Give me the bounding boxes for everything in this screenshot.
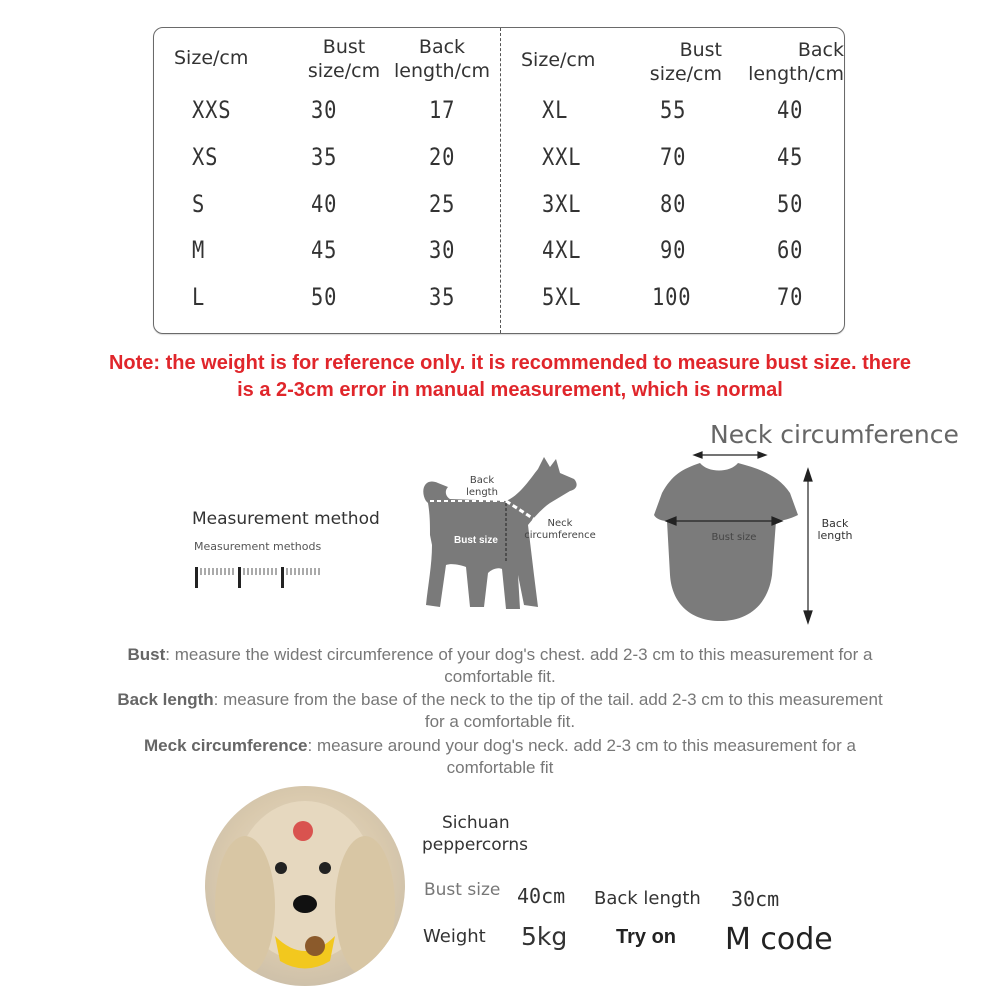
size-cell: XS — [192, 143, 219, 171]
bust-cell: 90 — [660, 236, 687, 264]
back-cell: 70 — [777, 283, 804, 311]
try-on-value: M code — [725, 922, 833, 957]
header-back-left — [387, 35, 497, 83]
table-divider — [500, 28, 501, 333]
back-cell: 25 — [429, 190, 456, 218]
header-bust-right — [632, 38, 722, 86]
bust-description — [0, 644, 1000, 688]
note-line1: Note: the weight is for reference only. it is recommended to measure bust size. there — [108, 352, 912, 374]
bust-cell: 30 — [311, 96, 338, 124]
weight-label: Weight — [423, 926, 486, 947]
dog-name-line1: Sichuan — [442, 813, 510, 833]
size-cell: 4XL — [542, 236, 582, 264]
ruler-icon — [195, 565, 325, 589]
description-term: Back length — [117, 690, 214, 709]
size-cell: XXS — [192, 96, 232, 124]
header-back-line2: length/cm — [394, 60, 490, 82]
bust-cell: 40 — [311, 190, 338, 218]
header-bust-left — [299, 35, 389, 83]
header-back-line2: length/cm — [748, 63, 844, 85]
description-text-cont: comfortable fit. — [444, 667, 556, 686]
measurement-method-title: Measurement method — [192, 509, 380, 529]
header-bust-line2: size/cm — [307, 60, 381, 82]
note-text — [20, 350, 1000, 404]
bust-cell: 55 — [660, 96, 687, 124]
neck-description — [0, 735, 1000, 779]
bust-cell: 35 — [311, 143, 338, 171]
header-size-right: Size/cm — [521, 49, 596, 71]
measurement-method-subtitle: Measurement methods — [194, 540, 322, 553]
dog-neck-label — [520, 518, 600, 542]
shirt-bust-label: Bust size — [711, 532, 757, 543]
shirt-back-line2: length — [817, 529, 853, 542]
back-cell: 40 — [777, 96, 804, 124]
description-term: Meck circumference — [144, 736, 308, 755]
bust-cell: 45 — [311, 236, 338, 264]
back-cell: 45 — [777, 143, 804, 171]
dog-name-line2: peppercorns — [422, 835, 528, 855]
back-cell: 60 — [777, 236, 804, 264]
header-back-line1: Back — [797, 39, 844, 61]
dog-back-line2: length — [466, 487, 498, 498]
bust-cell: 70 — [660, 143, 687, 171]
description-term: Bust — [127, 645, 166, 664]
back-length-label: Back length — [594, 888, 701, 909]
dog-bust-label: Bust size — [454, 535, 498, 546]
dog-back-line1: Back — [469, 475, 495, 486]
bust-cell: 100 — [652, 283, 692, 311]
description-text: : measure around your dog's neck. add 2-3 cm to this measurement for a — [307, 736, 856, 755]
back-length-value: 30cm — [731, 887, 780, 911]
shirt-back-line1: Back — [821, 517, 849, 530]
bust-cell: 50 — [311, 283, 338, 311]
size-cell: 5XL — [542, 283, 582, 311]
header-size-left: Size/cm — [174, 47, 249, 69]
header-bust-line2: size/cm — [649, 63, 722, 85]
bust-size-label: Bust size — [424, 880, 501, 900]
dog-neck-line2: circumference — [524, 530, 596, 541]
example-dog-name — [422, 812, 528, 856]
size-cell: M — [192, 236, 206, 264]
back-cell: 35 — [429, 283, 456, 311]
header-back-right — [734, 38, 844, 86]
size-cell: 3XL — [542, 190, 582, 218]
back-length-description — [0, 689, 1000, 733]
header-back-line1: Back — [418, 36, 466, 58]
back-cell: 17 — [429, 96, 456, 124]
bust-cell: 80 — [660, 190, 687, 218]
description-text-cont: for a comfortable fit. — [424, 712, 576, 731]
weight-value: 5kg — [521, 922, 568, 951]
size-cell: L — [192, 283, 206, 311]
bust-size-value: 40cm — [517, 884, 566, 908]
note-line2: is a 2-3cm error in manual measurement, which is normal — [237, 379, 783, 401]
try-on-label: Try on — [616, 926, 677, 948]
size-chart-table — [153, 27, 845, 334]
description-text-cont: comfortable fit — [446, 758, 554, 777]
header-bust-line1: Bust — [322, 36, 366, 58]
size-cell: S — [192, 190, 206, 218]
back-cell: 30 — [429, 236, 456, 264]
dog-photo — [205, 786, 405, 986]
dog-back-length-label — [462, 475, 502, 499]
shirt-back-length-label — [812, 518, 858, 542]
back-cell: 50 — [777, 190, 804, 218]
dog-face-icon — [205, 786, 405, 986]
size-cell: XL — [542, 96, 569, 124]
description-text: : measure the widest circumference of your dog's chest. add 2-3 cm to this measurement for a — [165, 645, 873, 664]
description-text: : measure from the base of the neck to the tip of the tail. add 2-3 cm to this measurement — [213, 690, 883, 709]
back-cell: 20 — [429, 143, 456, 171]
dog-neck-line1: Neck — [547, 518, 573, 529]
neck-circumference-title: Neck circumference — [710, 420, 959, 449]
header-bust-line1: Bust — [679, 39, 722, 61]
size-cell: XXL — [542, 143, 582, 171]
